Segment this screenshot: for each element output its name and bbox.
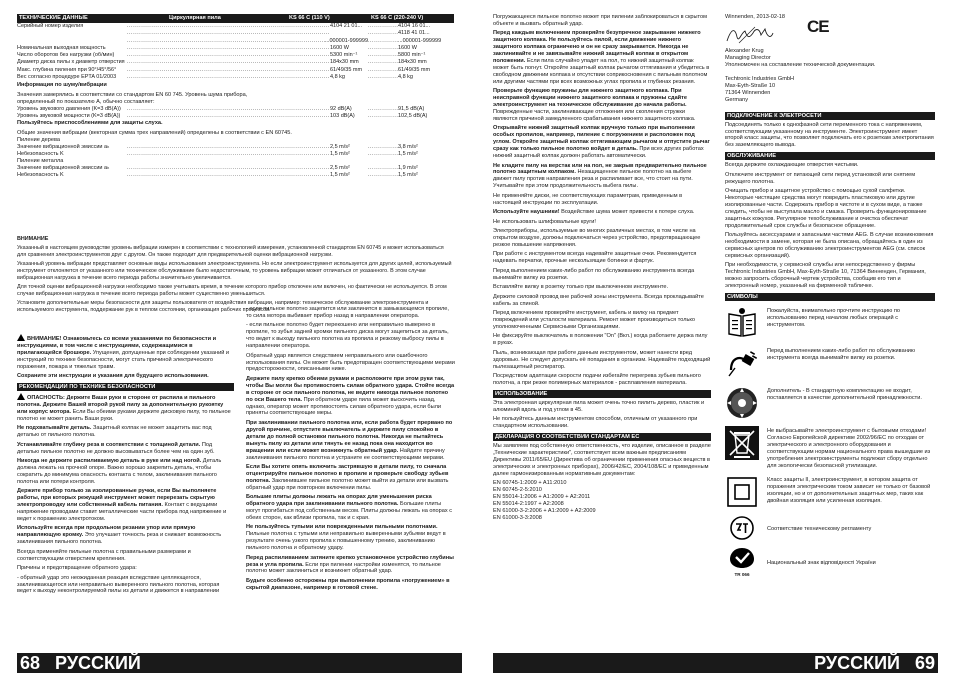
leader-dots: [368, 74, 398, 81]
leader-dots: [127, 172, 330, 179]
dull-blade-bold: Не пользуйтесь тупыми или поврежденными пильными полотнами.: [246, 524, 438, 531]
hold-firm-bold: Держите пилу крепко обеими руками и расположите при этом руки так, чтобы Вы могли бы противостоять силам обратного удара. Стойте всегда в стороне от оси пильного полотна, не ведите никогда пильное полотно по оси Вашего тела.: [246, 375, 455, 403]
feed-speed: Посредством адаптации скорости подачи избегайте перегрева зубьев пильного полотна, а при резке полимерных материалов - расплавления материала.: [493, 373, 701, 387]
spec-row: [17, 52, 454, 59]
leader-dots: [127, 74, 330, 81]
noise-intro: Значения замерялись в соответствии со стандартом EN 60 745. Уровень шума прибора, определенный по показателю А, обычно составляет:: [17, 91, 248, 105]
leader-dots: [368, 38, 398, 45]
leader-dots: [127, 144, 330, 151]
leader-dots: [368, 151, 398, 158]
restart-bold: Если Вы хотите опять включить застрявшую в детали пилу, то сначала отцентрируйте пильное полотно в пропиле и проверьте свободу зубьев полотна.: [246, 464, 449, 484]
spec-value-230v: 5800 min⁻¹: [398, 52, 426, 59]
spec-value-110v: ...000001-999999: [324, 37, 368, 44]
read-manual-icon: [725, 306, 759, 340]
attention-p4: Установите дополнительные меры безопасности для защиты пользователя от воздействия вибрации, например: техническое обслуживание электроинструмента и используемого инструмента, поддержание рук в теплом состоянии, организация рабочих процессов.: [17, 300, 429, 313]
spec-label: Вес согласно процедуре EPTA 01/2003: [17, 74, 117, 81]
spec-label: Небезопасность K: [17, 150, 64, 157]
ukr-mark-label: TR 066: [734, 572, 750, 578]
symbol-text: Дополнитель - В стандартную комплектацию не входит, поставляется в качестве дополнительной принадлежности.: [767, 388, 922, 401]
left-footer-bar: [17, 653, 462, 673]
right-page-number: 69: [914, 653, 935, 673]
symbols-header: СИМВОЛЫ: [725, 293, 935, 301]
declaration-signature-block: [725, 14, 935, 76]
leader-dots: [127, 23, 330, 30]
switch-lock: Не фиксируйте выключатель в положении "On" (Вкл.) когда работаете держа пилу в руках.: [493, 333, 708, 347]
symbol-row: [725, 426, 935, 469]
plug-off: Вставляйте вилку в розетку только при выключенном инструменте.: [493, 284, 669, 291]
dust: Пыль, возникающая при работе данным инструментом, может нанести вред здоровью. Не следует допускать её попадания в организм. Надевайте подходящий пылезащитный респиратор.: [493, 349, 711, 370]
leader-dots: [368, 59, 398, 66]
spec-value-110v: 103 dB(A): [330, 112, 355, 119]
symbol-text: Класс защиты II, электроинструмент, в котором защита от поражения электрическим током зависит не только от базовой изоляции, но и от дополнительных защитных мер, таких как двойная изоляция или усиленная изоляция.: [767, 477, 931, 505]
symbol-text: Перед выполнением каких-либо работ по обслуживанию инструмента всегда вынимайте вилку из розетки.: [767, 348, 916, 361]
guide-text: Это улучшает точность реза и снижает возможность заклинивания пильного полотна.: [17, 532, 222, 546]
leader-dots: [127, 45, 330, 52]
depth-lock-text: Если при пилении настройки изменятся, то пильное полотно может заклиниться и возникнет обратный удар.: [246, 561, 441, 575]
guard-check-bold: Перед каждым включением проверяйте безупречное закрывание нижнего защитного колпака. Не пользуйтесь пилой, если движение нижнего защитного колпака ограничено и он не сразу закрывается. Никогда не заклинивайте и не завязывайте нижний защитный колпак в открытом положении.: [493, 30, 701, 65]
text-line: EN 60745-1:2009 + A11:2010: [493, 480, 567, 487]
kickback-1: - обратный удар это неожиданная реакция вследствие цепляющегося, заклинивающегося или неправильно выверенного пильного полотна, которая ведет к выходу неконтролируемой пилы из детали и движется в направлении: [17, 574, 220, 595]
spec-value-230v: 1,9 m/s²: [398, 165, 418, 172]
ear-muffs-bold: Используйте наушники!: [493, 209, 560, 216]
electrical-text: Подсоединять только к однофазной сети переменного тока с напряжением, соответствующим указанному на инструменте. Электроинструмент имеет второй класс защиты, что позволяет подключать его к розеткам электропитания без заземляющего вывода.: [725, 121, 934, 149]
leader-dots: [127, 52, 330, 59]
text-line: Germany: [725, 96, 749, 103]
spring-bold: Проверьте функцию пружины для нижнего защитного колпака. При неисправной функции нижнего защитного колпака и пружины сдайте электроинструмент на техническое обслуживание до начала работы.: [493, 88, 687, 109]
attention-p2: Указанный уровень вибрации представляет основные виды использования электроинструмента. Но если электроинструмент используется для других целей, используемый инструмент отклоняется от указанного или техническое обслуживание было недостаточным, то уровень вибрации может отличаться от указанного. В этом случае вибрационная нагрузка в течение всего периода работы значительно увеличивается.: [17, 261, 452, 281]
hold-bold: Никогда не держите распиливаемую деталь в руке или над ногой.: [17, 458, 202, 465]
text-line: EN 60745-2-5:2010: [493, 487, 542, 494]
specs-model-110v: KS 66 C (110 V): [289, 15, 330, 21]
spec-row: [17, 38, 454, 45]
metal-table: [17, 165, 454, 180]
cable-away: Держите силовой провод вне рабочей зоны инструмента. Всегда прокладывайте кабель за спиной.: [493, 293, 704, 307]
leader-dots: [368, 67, 398, 74]
danger-lead: ОПАСНОСТЬ:: [27, 395, 65, 402]
leader-dots: [127, 67, 330, 74]
usage-header: ИСПОЛЬЗОВАНИЕ: [493, 390, 711, 398]
usage-text: Эта электронная циркулярная пила может очень точно пилить дерево, пластик и алюминий вдоль и под углом в 45.: [493, 400, 705, 413]
safety-column-b: [246, 306, 456, 644]
wood-table: [17, 144, 454, 159]
symbol-row: [725, 475, 935, 509]
symbol-text: Не выбрасывайте электроинструмент с бытовыми отходами! Согласно Европейской директиве 2002/96/ЕС по отходам от электрического и электронного оборудования и соответствующим нормам национального права вышедшие из употребления электроинструменты подлежат сбору отдельно для экологически безопасной утилизации.: [767, 428, 931, 469]
goggles: При работе с инструментом всегда надевайте защитные очки. Рекомендуется надевать перчатки, прочные нескользящие ботинки и фартук.: [493, 251, 697, 265]
leader-dots: [368, 52, 398, 59]
spec-row: [17, 45, 454, 52]
spec-label: Номинальная выходная мощность: [17, 44, 106, 51]
spec-label: Серийный номер изделия: [17, 23, 84, 29]
spec-value-110v: 184x30 mm: [330, 59, 359, 66]
kickback-4: Обратный удар является следствием неправильного или ошибочного использования пилы. Он может быть предотвращен соответствующими мерами предосторожности, описанными ниже.: [246, 352, 455, 373]
leader-dots: [368, 45, 398, 52]
leader-dots: [368, 172, 398, 179]
symbol-row: [725, 306, 935, 340]
spec-value-230v: 91,5 dB(A): [398, 105, 425, 112]
maintenance-p2: Отключите инструмент от питающей сети перед установкой или снятием режущего полотна.: [725, 171, 916, 185]
spec-value-230v: 1,5 m/s²: [398, 172, 418, 179]
signature-icon: [725, 23, 775, 47]
symbol-text: Пожалуйста, внимательно прочтите инструкцию по использованию перед началом любых операций с инструментом.: [767, 308, 900, 328]
spring-text: Поврежденные части, заклинивающие отложения или скопления стружки являются причиной замедленного срабатывания нижнего защитного колпака.: [493, 108, 696, 122]
text-line: EN 55014-1:2006 + A1:2009 + A2:2011: [493, 494, 591, 501]
keep-instructions: Сохраните эти инструкции и указания для будущего использования.: [17, 373, 209, 380]
symbol-row: [725, 346, 935, 380]
spec-row: [17, 106, 454, 113]
kickback-3: - если пильное полотно будет перекошено или неправильно выверено в пропиле, то зубья задней кромки пильного диска могут зацепиться за деталь, что ведет к выходу пильного полотна из пропила и резкому выбросу пилы в направлении оператора.: [246, 322, 449, 350]
unplug-icon: [725, 346, 759, 380]
spec-row: [17, 67, 454, 74]
plunge-cut-bold: Будьте особенно осторожны при выполнении пропила «погружением» в скрытой диапазоне, например в готовой стене.: [246, 577, 450, 591]
panels-text: Большие плиты могут прогибаться под собственным весом. Плиты должны лежать на опорах с обеих сторон, как вблизи пропила, так и с края.: [246, 501, 453, 521]
spec-row: [17, 23, 454, 30]
spec-value-110v: 1600 W: [330, 44, 349, 51]
spec-value-110v: 2,5 m/s²: [330, 143, 350, 150]
company-address: [725, 76, 935, 104]
panels-bold: Большие плиты должны лежать на опорах для уменьшения риска обратного удара при заклинивании пильного полотна.: [246, 494, 432, 508]
ear-protection-note: Пользуйтесь приспособлениями для защиты слуха.: [17, 120, 163, 127]
leader-dots: [368, 30, 398, 37]
spec-row: [17, 74, 454, 81]
metal-title: Пиление металла: [17, 158, 64, 165]
guide-bold: Используйте всегда при продольном резании упор или прямую направляющую кромку.: [17, 525, 196, 539]
spec-value-110v: [330, 30, 368, 37]
leader-dots: [127, 106, 330, 113]
spec-value-110v: 92 dB(A): [330, 105, 352, 112]
technical-data-section: [17, 14, 454, 180]
leader-dots: [127, 30, 330, 37]
jam-text: Найдите причину заклинивания пильного полотна и устраните ее соответствующими мерами.: [246, 447, 445, 461]
symbol-row: [725, 547, 935, 577]
kickback-2: - если пильное полотно зацепится или заклинится в замыкающемся пропиле, то сила мотора выбивает прибор назад в направлении оператора.: [246, 306, 449, 319]
text-line: EN 61000-3-3:2008: [493, 514, 542, 521]
no-grinding: Не использовать шлифовальные круги!: [493, 218, 596, 225]
grip-text: Контакт с ведущими напряжение проводами ставит металлические части прибора под напряжение и ведет к поражению электротоком.: [17, 502, 227, 522]
authorized-text: Уполномочен на составление технической документации.: [725, 62, 876, 68]
noise-table: [17, 106, 454, 121]
depth-bold: Устанавливайте глубину реза в соответствии с толщиной детали.: [17, 441, 201, 448]
safety-header: РЕКОМЕНДАЦИИ ПО ТЕХНИКЕ БЕЗОПАСНОСТИ: [17, 383, 234, 391]
signer-name: Alexander Krug: [725, 48, 764, 54]
spec-value-230v: 4118 41 01...: [398, 30, 430, 37]
right-footer-bar: [493, 653, 938, 673]
eac-mark-icon: [725, 515, 759, 541]
restart-text: Заклинившее пильное полотно может выйти из детали или вызвать обратный удар при повторном включении пилы.: [246, 477, 449, 491]
disc-params: Не применяйте диски, не соответствующих параметрам, приведенным в настоящей инструкции по эксплуатации.: [493, 192, 683, 206]
maintenance-header: ОБСЛУЖИВАНИЕ: [725, 152, 935, 160]
unplug-service: Перед выполнением каких-либо работ по обслуживанию инструмента всегда вынимайте вилку из розетки.: [493, 267, 695, 281]
specs-table: [17, 23, 454, 81]
text-line: Max-Eyth-Straße 10: [725, 82, 776, 89]
specs-tool-name: Циркулярная пила: [169, 15, 221, 21]
spec-value-110v: 5300 min⁻¹: [330, 52, 358, 59]
spec-value-110v: 4104 21 01...: [330, 23, 363, 29]
spec-value-230v: ...000001-999999: [398, 37, 442, 44]
depth-lock-bold: Перед распиливанием затяните крепко установочное устройство глубины реза и угла пропила.: [246, 554, 454, 568]
symbol-row: [725, 515, 935, 541]
leader-dots: [127, 165, 330, 172]
manual-guard-bold: Открывайте нижний защитный колпак вручную только при выполнении особых пропилов, например, пиление с погружением и расположен под углом. Откройте защитный колпак оттягивающим рычагом и отпустите рычаг сразу как только пильное полотно войдет в деталь.: [493, 125, 710, 153]
norms-list: [493, 480, 711, 521]
spec-label: Число оборотов без нагрузки (об/мин): [17, 52, 115, 59]
right-column-c: [493, 14, 711, 644]
leader-dots: [368, 144, 398, 151]
hold-text: Деталь должна лежать на прочной опоре. Важно хорошо закрепить деталь, чтобы сократить до минимума опасность контакта с телом, заклинивания пильного полотна или потери контроля.: [17, 458, 222, 485]
specs-model-230v: KS 66 C (220-240 V): [371, 15, 424, 21]
spec-label: Значение вибрационной эмиссии aₕ: [17, 165, 110, 172]
reach-bold: Не подхватывайте деталь.: [17, 425, 92, 432]
spec-label: Уровень звуковой мощности (K=3 dB(A)): [17, 112, 121, 119]
spec-label: [17, 30, 127, 37]
signer-title: Managing Director: [725, 55, 771, 61]
wood-title: Пиление дерева: [17, 136, 61, 143]
kickback-reasons: Причины и предотвращение обратного удара:: [17, 565, 137, 572]
left-language-label: РУССКИЙ: [55, 653, 141, 673]
spec-label: [17, 38, 127, 45]
leader-dots: [368, 165, 398, 172]
spec-row: [17, 165, 454, 172]
warning-triangle-icon: [17, 334, 25, 341]
inspect-tool: Перед включением проверяйте инструмент, кабель и вилку на предмет повреждений или усталости материала. Ремонт может производиться только уполномоченными Сервисными Организациями.: [493, 310, 696, 330]
warning-text: Ознакомьтесь со всеми указаниями по безопасности и инструкциями, в том числе с инструкциями, содержащимися в прилагающейся брошюре.: [17, 336, 217, 356]
spec-value-230v: 184x30 mm: [398, 59, 427, 66]
weee-bin-icon: [725, 426, 759, 460]
electrical-header: ПОДКЛЮЧЕНИЕ К ЭЛЕКТРОСЕТИ: [725, 112, 935, 120]
spec-value-110v: 1,5 m/s²: [330, 150, 350, 157]
surge-protection: Электроприборы, используемые во многих различных местах, в том числе на открытом воздухе, должны подключаться через устройство, предотвращающее резкое повышение напряжения.: [493, 228, 701, 248]
vibration-intro: Общие значения вибрации (векторная сумма трех направлений) определены в соответствии с EN 60745.: [17, 129, 292, 136]
set-down-bold: Не кладите пилу на верстак или на пол, не закрыв предварительно пильное полотно защитным колпаком.: [493, 162, 707, 176]
text-line: Techtronic Industries GmbH: [725, 76, 795, 82]
warning-rest: Упущения, допущенные при соблюдении указаний и инструкций по технике безопасности, могут стать причиной электрического поражения, пожара и тяжелых травм.: [17, 349, 230, 370]
maintenance-p3: Очищать прибор и защитное устройство с помощью сухой салфетки. Некоторые чистящие средства могут повредить пластиковую или другие изолированные части. Содержать прибор в чистоте и в сухом виде, а также следить, чтобы не выступала масло и смазка. Проверить функционирование защитных кожухов. Регулярное техобслуживание и очистка обеспечат продолжительный срок службы и безопасное обращение.: [725, 188, 927, 229]
spec-value-110v: 1,5 m/s²: [330, 172, 350, 179]
spec-row: [17, 144, 454, 151]
leader-dots: [127, 38, 325, 45]
accessory-icon: [725, 386, 759, 420]
spec-row: [17, 59, 454, 66]
text-line: 71364 Winnenden: [725, 89, 771, 96]
place-date: Winnenden, 2013-02-18: [725, 14, 786, 20]
maintenance-p4: Пользуйтесь аксессуарами и запасными частями AEG. В случае возникновения необходимости в замене, которая не была описана, обращайтесь в один из сервисных центров по обслуживанию электроинструментов AEG (см. список сервисных организаций).: [725, 232, 934, 259]
leader-dots: [127, 59, 330, 66]
spec-row: [17, 172, 454, 179]
class-ii-icon: [725, 475, 759, 509]
spec-label: Макс. глубина пиления при 90°/45°/56°: [17, 66, 117, 73]
symbol-text: Соответствие техническому регламенту: [767, 526, 872, 533]
danger-triangle-icon: [17, 393, 25, 400]
spec-row: [17, 30, 454, 37]
attention-p3: Для точной оценки вибрационной нагрузки необходимо также учитывать время, в течение которого прибор отключен или включен, но фактически не используется. В этом случае вибрационная нагрузка в течение всего периода работы может существенно уменьшиться.: [17, 284, 447, 297]
grip-bold: Держите прибор только за изолированные ручки, если Вы выполняете работы, при которых режущий инструмент может перерезать скрытую электропроводку или собственный кабель питания.: [17, 488, 217, 509]
plunge-text: Погружающееся пильное полотно может при пилении заблокироваться в скрытом объекте и вызвать обратный удар.: [493, 14, 708, 27]
right-page: [477, 0, 954, 677]
right-language-label: РУССКИЙ: [814, 653, 900, 673]
attention-p1: Указанный в настоящем руководстве уровень вибрации измерен в соответствии с технологией измерения, установленной стандартом EN 60745 и может использоваться для сравнения электроинструментов друг с другом. Он также подходит для предварительной оценки вибрационной нагрузки.: [17, 245, 444, 258]
spec-label: Значение вибрационной эмиссии aₕ: [17, 143, 110, 150]
text-line: EN 61000-3-2:2006 + A1:2009 + A2:2009: [493, 507, 596, 514]
blade-text: Всегда применяйте пильные полотна с правильными размерами и соответствующим отверстием крепления.: [17, 548, 191, 562]
guard-check-text: Если пила случайно упадет на пол, то нижний защитный колпак может быть погнут. Откройте защитный колпак рычагом оттягивания и убедитесь в свободном движении колпака и отсутствии соприкосновения с пильным полотном или другими частями при всех возможных углах пропила и глубинах резания.: [493, 58, 710, 85]
spec-value-230v: 61/49/35 mm: [398, 66, 431, 73]
danger-bold: Держите Ваши руки в стороне от распила и пильного полотна. Держите Вашей второй рукой пилу за дополнительную рукоятку или корпус мотора.: [17, 395, 224, 415]
leader-dots: [127, 151, 330, 158]
leader-dots: [368, 23, 398, 30]
leader-dots: [368, 106, 398, 113]
spec-row: [17, 151, 454, 158]
right-column-d: [725, 14, 935, 644]
maintenance-p1: Всегда держите охлаждающие отверстия чистыми.: [725, 162, 859, 169]
spec-value-230v: 4104 16 01...: [398, 23, 431, 29]
declaration-text: Мы заявляем под собственную ответственность, что изделие, описанное в разделе „Технические характеристики", соответствует всем важным предписаниям Директивы 2011/65/EU (Директива об ограничении применения опасных веществ в электрических и электронных приборах), 2006/42/ЕС, 2004/108/ЕС и приведенным далее гармонизированным нормативным документам:: [493, 443, 711, 477]
spec-value-230v: 4,8 kg: [398, 74, 413, 81]
specs-header-row: [17, 14, 454, 23]
set-down-text: Незащищенное пильное полотно на выбеге движет пилу против направления реза и распиливает все, что стоит на пути. Учитывайте при этом продолжительность выбега пилы.: [493, 169, 693, 190]
ukr-mark-block: [725, 547, 759, 577]
spec-label: Небезопасность K: [17, 172, 64, 179]
declaration-header: ДЕКЛАРАЦИЯ О СООТВЕТСТВИИ СТАНДАРТАМ ЕС: [493, 433, 711, 441]
depth-text: Под деталью пильное полотно не должно высовываться более чем на один зуб.: [17, 441, 215, 455]
noise-title: Информация по шуму/вибрации: [17, 82, 107, 89]
spec-value-110v: 2,5 m/s²: [330, 165, 350, 172]
spec-value-110v: 61/49/35 mm: [330, 66, 363, 73]
spec-value-230v: 1,5 m/s²: [398, 150, 418, 157]
safety-column-a: [17, 334, 234, 644]
danger-rest: Если Вы обеими руками держите дисковую пилу, то пильное полотно не может ранить Ваши руки.: [17, 408, 231, 422]
spec-value-230v: 1600 W: [398, 44, 417, 51]
specs-title: ТЕХНИЧЕСКИЕ ДАННЫЕ: [19, 15, 88, 21]
spec-label: Уровень звукового давления (K=3 dB(A)): [17, 105, 121, 112]
usage-text-2: Не пользуйтесь данным инструментом способом, отличным от указанного при стандартном использовании.: [493, 416, 698, 430]
dull-blade-text: Пильные полотна с тупыми или неправильно выверенными зубьями ведут в результате очень узкого пропила к повышенному трению, заклиниванию пильного полотна и обратному удару.: [246, 531, 446, 552]
spec-value-110v: 4,8 kg: [330, 74, 345, 81]
symbol-row: [725, 386, 935, 420]
hold-firm-text: При обратном ударе пила может выскочить назад, однако, оператор может противостоять силам обратного удара, если были приняты соответствующие меры.: [246, 396, 442, 417]
left-page-number: 68: [20, 653, 41, 673]
warning-lead: ВНИМАНИЕ!: [27, 336, 62, 342]
reach-text: Защитный колпак не может защитить вас под деталью от пильного полотна.: [17, 425, 212, 439]
ear-muffs-text: Воздействие шума может привести к потере слуха.: [561, 209, 695, 216]
text-line: EN 55014-2:1997 + A2:2008: [493, 501, 564, 508]
ukr-mark-icon: [729, 547, 755, 569]
ce-mark-icon: CE: [807, 17, 829, 36]
spec-label: Диаметр диска пилы х диаметр отверстия: [17, 59, 125, 66]
attention-section: [17, 236, 454, 316]
manual-guard-text: При всех других работах нижний защитный колпак должен работать автоматически.: [493, 146, 704, 159]
spec-value-230v: 3,8 m/s²: [398, 143, 418, 150]
symbol-text: Национальный знак відповідності України: [767, 559, 876, 566]
spec-value-230v: 102,5 dB(A): [398, 112, 428, 119]
attention-title: ВНИМАНИЕ: [17, 236, 49, 242]
jam-bold: При заклинивании пильного полотна или, если работа будет прервано по другой причине, отпустите выключатель и держите пилу спокойно в детали до полной остановки пильного полотна. Никогда не пытайтесь вынуть пилу из детали или тянуть ее назад пока она находится во вращении или если может возникнуть обратный удар.: [246, 419, 453, 454]
maintenance-p5: При необходимости, у сервисной службы или непосредственно у фирмы Techtronic Industries GmbH, Max-Eyth-Straße 10, 71364 Винненден, Германия, можно запросить сборочный чертеж устройства, сообщив его тип и электронный номер, указанный на фирменной табличке.: [725, 262, 926, 290]
leader-dots: [368, 113, 398, 120]
